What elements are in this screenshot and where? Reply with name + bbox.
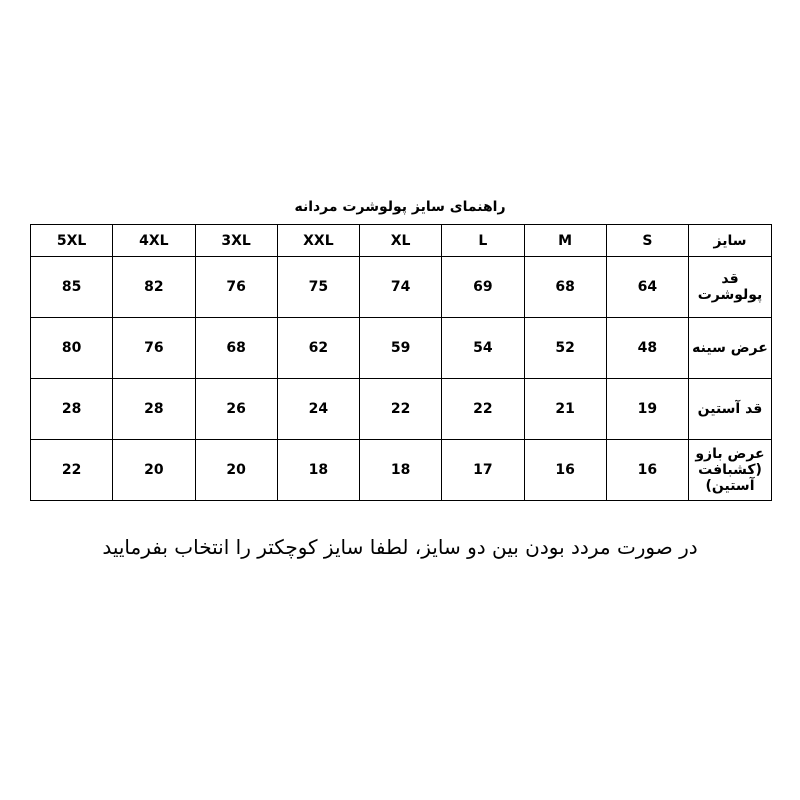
table-cell: 85	[31, 257, 113, 318]
table-cell: 68	[195, 318, 277, 379]
table-cell: 24	[277, 379, 359, 440]
table-cell: 80	[31, 318, 113, 379]
size-header-label: سایز	[689, 225, 772, 257]
size-header-l: L	[442, 225, 524, 257]
table-cell: 18	[277, 440, 359, 501]
table-row	[31, 257, 772, 318]
size-header-m: M	[524, 225, 606, 257]
table-cell: 62	[277, 318, 359, 379]
table-cell: 54	[442, 318, 524, 379]
row-label-text: عرض سینه	[692, 340, 768, 356]
size-header-4xl: 4XL	[113, 225, 195, 257]
table-cell: 82	[113, 257, 195, 318]
table-cell: 20	[195, 440, 277, 501]
table-cell: 17	[442, 440, 524, 501]
row-label-subtext: (کشبافت آستین)	[698, 462, 762, 494]
table-cell: 21	[524, 379, 606, 440]
table-cell: 20	[113, 440, 195, 501]
size-guide-table	[30, 224, 772, 501]
row-label-text: قد آستین	[697, 401, 763, 417]
table-cell: 22	[360, 379, 442, 440]
row-label-arm-width	[689, 440, 772, 501]
table-header-row	[31, 225, 772, 257]
row-label-chest-width	[689, 318, 772, 379]
size-header-xxl: XXL	[277, 225, 359, 257]
table-cell: 28	[31, 379, 113, 440]
table-cell: 16	[524, 440, 606, 501]
table-cell: 64	[606, 257, 688, 318]
table-cell: 76	[195, 257, 277, 318]
row-label-text: عرض بازو	[695, 446, 765, 462]
table-title: راهنمای سایز پولوشرت مردانه	[294, 199, 506, 215]
table-cell: 59	[360, 318, 442, 379]
row-label-sleeve-length	[689, 379, 772, 440]
table-cell: 74	[360, 257, 442, 318]
table-row	[31, 318, 772, 379]
table-row	[31, 379, 772, 440]
table-cell: 68	[524, 257, 606, 318]
table-cell: 16	[606, 440, 688, 501]
size-header-5xl: 5XL	[31, 225, 113, 257]
table-cell: 52	[524, 318, 606, 379]
row-label-text: قد پولوشرت	[697, 271, 763, 303]
row-label-shirt-length	[689, 257, 772, 318]
table-cell: 22	[31, 440, 113, 501]
table-cell: 18	[360, 440, 442, 501]
table-cell: 76	[113, 318, 195, 379]
table-cell: 48	[606, 318, 688, 379]
size-header-3xl: 3XL	[195, 225, 277, 257]
table-cell: 75	[277, 257, 359, 318]
size-header-xl: XL	[360, 225, 442, 257]
size-advice-note: در صورت مردد بودن بین دو سایز، لطفا سایز کوچکتر را انتخاب بفرمایید	[102, 535, 698, 559]
table-cell: 28	[113, 379, 195, 440]
table-cell: 69	[442, 257, 524, 318]
size-header-s: S	[606, 225, 688, 257]
table-cell: 19	[606, 379, 688, 440]
table-row	[31, 440, 772, 501]
table-cell: 26	[195, 379, 277, 440]
table-cell: 22	[442, 379, 524, 440]
